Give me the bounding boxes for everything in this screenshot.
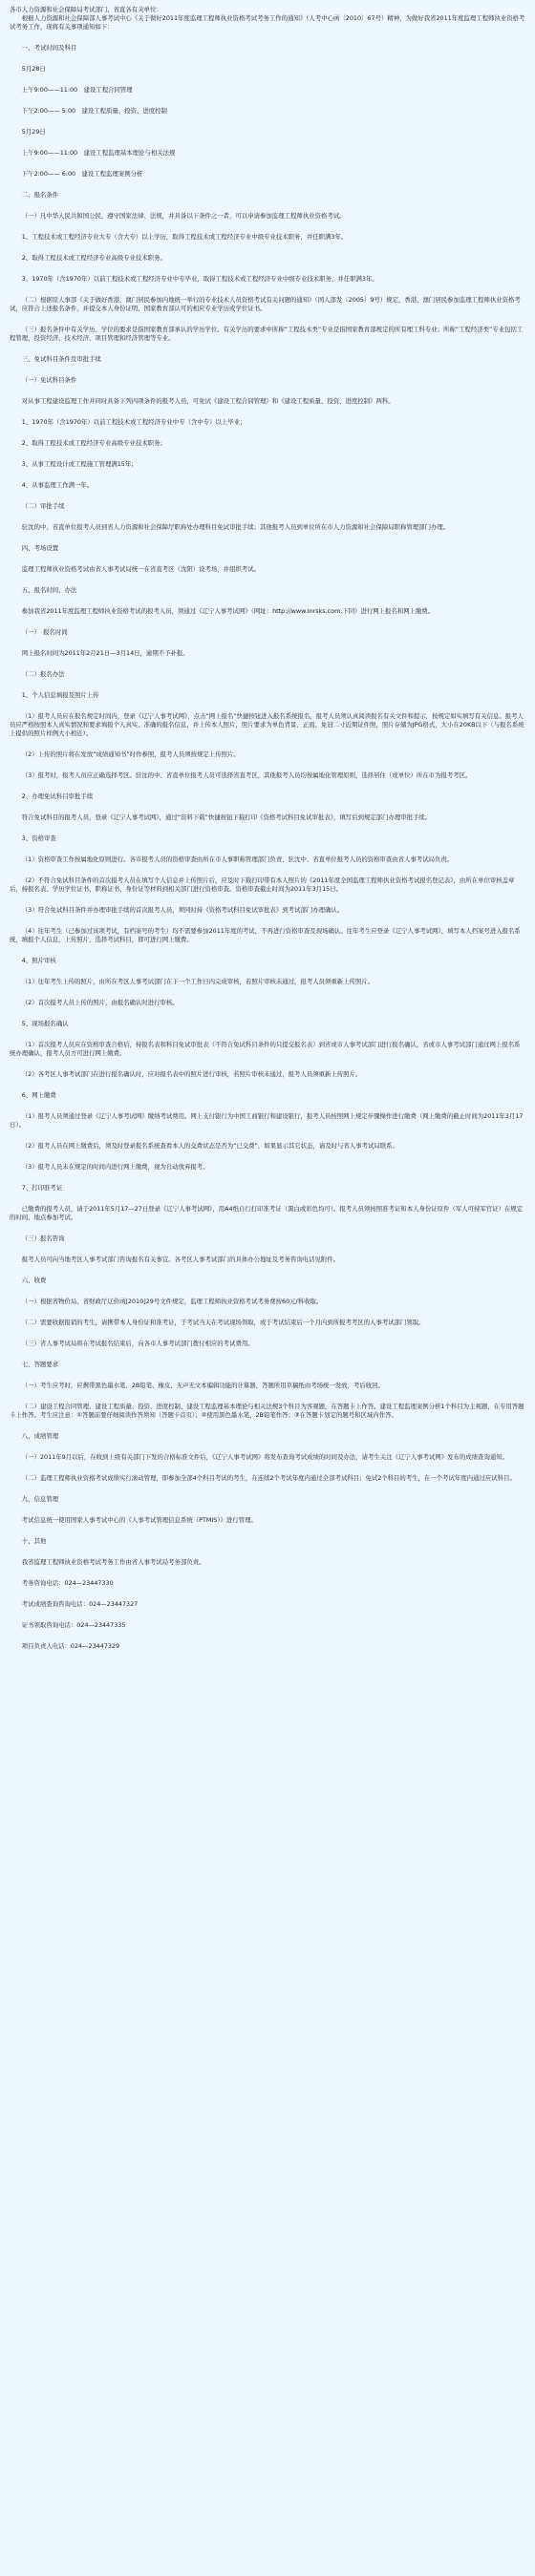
paragraph: （2）上传的照片将在发放“成绩通知书”时作参照，报考人员须按规定上传照片。 <box>21 750 240 758</box>
paragraph: （1）首次报考人员应在资格审查合格后，持报名表和科目免试审批表（不符合免试科目条件的只提交报名表）到省或市人事考试部门进行报名确认，省或市人事考试部门通过网上报名系统办理确认，报考人员方可进行网上缴费。 <box>10 1041 521 1057</box>
paragraph: 6、网上缴费 <box>21 1091 56 1099</box>
paragraph: 4、照片审核 <box>21 957 56 964</box>
paragraph: （二）建设工程合同管理、建设工程质量、投资、进度控制、建设工程监理基本理论与相关法规3个科目为客观题，在答题卡上作答。建设工程监理案例分析1个科目为主观题，在专用答题卡上作答。考生应注意：①答题前要仔细阅读作答须知（答题卡首页）；②使用黑色墨水笔、2B铅笔作答；③在答题卡划定的题号和区域内作答。 <box>10 1403 524 1419</box>
paragraph: （2）不符合免试科目条件的首次报考人员在填写个人信息并上传照片后，应及时下载打印带有本人照片的《2011年度全国监理工程师执业资格考试报名登记表》，由所在单位审核盖章后，持报名表、学历学位证书、职称证书、身份证等材料到相关部门进行资格审查。资格审查截止时间为2011年3月15日。 <box>10 876 515 893</box>
paragraph: 对从事工程建设监理工作并同时具备下列四项条件的报考人员，可免试《建设工程合同管理》和《建设工程质量、投资、进度控制》两科。 <box>21 397 395 405</box>
paragraph: 监理工程师执业资格考试由省人事考试局统一在省直考区（沈阳）设考场，并组织考试。 <box>21 565 261 573</box>
paragraph: （1）资格审查工作按属地化原则进行。各市报考人员的资格审查由所在市人事职称管理部门负责，驻沈中、省直单位报考人员的资格审查由省人事考试局负责。 <box>21 855 454 863</box>
paragraph: 已缴费的报考人员，请于2011年5月17—27日登录《辽宁人事考试网》，用A4纸自行打印准考证（黑白或彩色均可）。报考人员须按照准考证和本人身份证原件（军人可持军官证）在规定的时间、地点参加考试。 <box>10 1205 524 1221</box>
paragraph: 5月28日 <box>21 65 46 73</box>
paragraph: 网上报名时间为2011年2月21日—3月14日，逾期不予补报。 <box>21 649 189 657</box>
paragraph: 参加我省2011年度监理工程师执业资格考试的报考人员，须通过《辽宁人事考试网》（网址：http://www.lnrsks.com,下同）进行网上报名和网上缴费。 <box>21 607 435 615</box>
paragraph: 九、信息管理 <box>21 1495 59 1503</box>
paragraph: 1、1970年（含1970年）以前工程技术或工程经济专业中专（含中专）以上毕业； <box>21 418 246 426</box>
paragraph: 1、工程技术或工程经济专业大专（含大专）以上学历，取得工程技术或工程经济专业中级专业技术职务，并任职满3年。 <box>21 233 348 241</box>
paragraph: 十、其他 <box>21 1537 47 1545</box>
paragraph: 符合免试科目的报考人员，登录《辽宁人事考试网》，通过“资料下载”快捷按钮下载打印《资格考试科目免试审批表》，填写后到规定部门办理审批手续。 <box>21 813 432 821</box>
paragraph: 五、报名时间、办法 <box>21 586 77 594</box>
paragraph: （二）监理工程师执业资格考试成绩实行滚动管理，即参加全部4个科目考试的考生，在连续2个考试年度内通过全部考试科目；免试2个科目的考生，在一个考试年度内通过应试科目。 <box>21 1474 516 1482</box>
paragraph: 三、免试科目条件及审批手续 <box>21 355 101 363</box>
paragraph: （二）需要收据报销的考生，请携带本人身份证和准考证，于考试当天在考试现场领取，或于考试结束后一个月内到所报考考区的人事考试部门领取。 <box>21 1319 425 1326</box>
paragraph: （一）根据省物价局、省财政厅辽价函[2010]29号文件规定，监理工程师执业资格考试考务费按60元/科收取。 <box>21 1298 323 1305</box>
paragraph: 七、答题要求 <box>21 1361 59 1368</box>
paragraph: 3、资格审查 <box>21 834 56 842</box>
paragraph: （1）报考人员须通过登录《辽宁人事考试网》缴纳考试费用。网上支付银行为中国工商银行和建设银行，报考人员按照网上规定步骤操作进行缴费（网上缴费的截止时间为2011年3月17日）。 <box>10 1112 524 1129</box>
paragraph: 驻沈的中、省直单位报考人员到省人力资源和社会保障厅职称处办理科目免试审批手续；其他报考人员到单位所在市人力资源和社会保障局职称管理部门办理。 <box>21 523 450 531</box>
paragraph: （一）免试科目条件 <box>21 376 77 384</box>
paragraph: （2）各考区人事考试部门在进行报名确认时，应对报名表中的照片进行审核，若照片审核未通过，报考人员须重新上传照片。 <box>21 1070 362 1078</box>
paragraph: 根据人力资源和社会保障部人事考试中心《关于做好2011年度监理工程师执业资格考试考务工作的通知》（人考中心函〔2010〕67号）精神，为做好我省2011年度监理工程师执业资格考试考务工作，现将有关事项通知如下： <box>10 14 525 31</box>
paragraph: （3）符合免试科目条件并办理审批手续的首次报考人员，须同时持《资格考试科目免试审批表》到考试部门办理确认。 <box>21 906 344 914</box>
paragraph: 3、1970年（含1970年）以前工程技术或工程经济专业中专毕业，取得工程技术或工程经济专业中级专业技术职务，并任职满3年。 <box>21 275 378 283</box>
paragraph: （二）根据原人事部《关于做好香港、澳门居民参加内地统一举行的专业技术人员资格考试有关问题的通知》（国人部发〔2005〕9号）规定，香港、澳门居民参加监理工程师执业资格考试，应符合上述报名条件，并提交本人身份证明、国家教育部认可的相应专业学历或学位证书。 <box>10 296 521 312</box>
paragraph: 我省监理工程师执业资格考试考务工作由省人事考试局考务部负责。 <box>21 1558 205 1566</box>
paragraph: （一） 报名时间 <box>21 628 68 636</box>
paragraph: （2）首次报考人员上传的照片，由报名确认时进行审核。 <box>21 999 179 1006</box>
paragraph: 各市人力资源和社会保障局考试部门、省直各有关单位： <box>10 6 162 13</box>
paragraph: 考试信息统一使用国家人事考试中心的《人事考试管理信息系统（PTMIS）》进行管理。 <box>21 1516 257 1524</box>
paragraph: 下午2:00—— 5:00 建设工程质量、投资、进度控制 <box>21 107 167 115</box>
paragraph: （三）省人事考试局将在考试报名结束后，向各市人事考试部门拨付相应的考试费用。 <box>21 1340 254 1347</box>
paragraph: （3）报考人员未在规定的时间内进行网上缴费，视为自动放弃报考。 <box>21 1163 209 1171</box>
paragraph: 4、从事监理工作满一年。 <box>21 481 94 489</box>
paragraph: 1、个人信息填报及照片上传 <box>21 691 99 699</box>
paragraph: 2、办理免试科目审批手续 <box>21 792 94 800</box>
paragraph: 六、收费 <box>21 1277 47 1284</box>
paragraph: （4）往年考生（已参加过该项考试，有档案号的考生）均不需要参加2011年度的考试，不再进行资格审查及现场确认。往年考生应登录《辽宁人事考试网》，填写本人档案号进入报名系统，填报个人信息，上传照片，选择考试科目，即可进行网上缴费。 <box>10 927 521 943</box>
paragraph: （二）报名办法 <box>21 670 65 678</box>
paragraph: 四、考场设置 <box>21 544 59 552</box>
paragraph: （三）报名条件中有关学历、学位的要求是指国家教育部承认的学历学位。有关学历的要求中所称“工程技术类”专业是指国家教育部规定的所有理工科专业；所称“工程经济类”专业包括工程管理、投资经济、技术经济、项目管理和经济管理等专业。 <box>10 326 524 342</box>
paragraph: 2、取得工程技术或工程经济专业高级专业技术职务； <box>21 439 166 447</box>
paragraph: （3）报考时，报考人员应正确选择考区。驻沈的中、省直单位报考人员可选择省直考区，其他报考人员均按属地化管理原则，选择居住（或单位）所在市为报考考区。 <box>21 771 472 779</box>
paragraph: 上午9:00——11:00 建设工程监理基本理论与相关法规 <box>21 149 176 157</box>
paragraph: 二、报名条件 <box>21 191 59 199</box>
paragraph: 八、成绩管理 <box>21 1432 59 1440</box>
paragraph: 考试成绩查询咨询电话：024—23447327 <box>21 1600 139 1608</box>
paragraph: 证书领取咨询电话：024—23447335 <box>21 1621 126 1629</box>
paragraph: （一）考生应考时，应携带黑色墨水笔、2B铅笔、橡皮、无声无文本编辑功能的计算器，答题所用草稿纸由考场统一发放，考后收回。 <box>21 1382 384 1389</box>
paragraph: 项目负责人电话：024—23447329 <box>21 1642 120 1650</box>
paragraph: （1）往年考生上传的照片，由所在考区人事考试部门在下一个工作日内完成审核，若照片审核未通过，报考人员须重新上传照片。 <box>21 978 374 985</box>
paragraph: （1）报考人员应在报名规定时间内，登录《辽宁人事考试网》，点击“网上报名”快捷按钮进入报名系统报名，报考人员须认真阅读报名有关文件和提示，按规定如实填写有关信息。报考人员应严格按照本人真实情况和要求填报个人真实、准确的报名信息，并上传本人照片，照片要求为单色背景、正面、免冠二寸近期证件照，照片存储为JPG格式，大小在20KB以下（与报名系统上提供的照片样例大小相近）。 <box>10 712 524 737</box>
paragraph: （二）审批手续 <box>21 502 65 510</box>
paragraph: （三）报名咨询 <box>21 1235 65 1242</box>
paragraph: 一、考试时间及科目 <box>21 44 77 52</box>
paragraph: 5月29日 <box>21 128 46 136</box>
paragraph: （2）报考人员在网上缴费后，须及时登录报名系统查看本人的交费状态是否为“已交费”，如果显示其它状态，请及时与省人事考试局联系。 <box>21 1142 398 1150</box>
paragraph: （一）凡中华人民共和国公民，遵守国家法律、法规，并具备以下条件之一者，可以申请参加监理工程师执业资格考试。 <box>21 212 346 220</box>
paragraph: 下午2:00—— 6:00 建设工程监理案例分析 <box>21 170 143 178</box>
paragraph: 上午9:00——11:00 建设工程合同管理 <box>21 86 133 94</box>
paragraph: 2、取得工程技术或工程经济专业高级专业技术职务。 <box>21 254 166 262</box>
paragraph: 3、从事工程设计或工程施工管理满15年； <box>21 460 138 468</box>
paragraph: （一）2011年9月以后，在收到上级有关部门下发的合格标准文件后，《辽宁人事考试网》将发布查询考试成绩的时间及办法，请考生关注《辽宁人事考试网》发布的成绩查询通知。 <box>21 1453 509 1461</box>
paragraph: 报考人员可向当地考区人事考试部门咨询报名有关事宜。各考区人事考试部门的具体办公地址及考务咨询电话见附件。 <box>21 1256 340 1263</box>
paragraph: 7、打印准考证 <box>21 1184 63 1192</box>
paragraph: 考务咨询电话：024—23447330 <box>21 1579 114 1587</box>
paragraph: 5、现场报名确认 <box>21 1020 69 1027</box>
